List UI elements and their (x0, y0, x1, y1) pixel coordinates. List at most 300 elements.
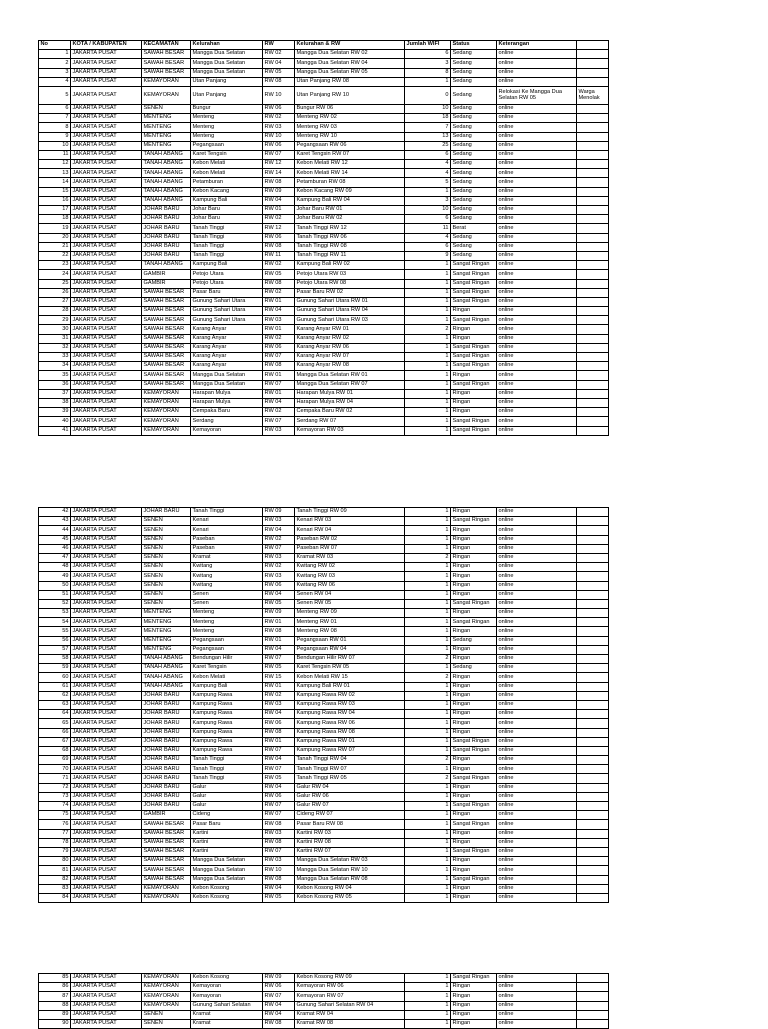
cell-status: Ringan (451, 544, 497, 553)
cell-catatan (577, 206, 609, 215)
cell-jumlah-wifi: 1 (405, 535, 451, 544)
cell-kota: JAKARTA PUSAT (71, 664, 142, 673)
cell-catatan (577, 389, 609, 398)
cell-jumlah-wifi: 1 (405, 737, 451, 746)
cell-jumlah-wifi: 1 (405, 884, 451, 893)
cell-kelurahan: Karang Anyar (191, 353, 263, 362)
cell-no: 35 (39, 371, 71, 380)
cell-kota: JAKARTA PUSAT (71, 691, 142, 700)
cell-kelurahan: Harapan Mulya (191, 389, 263, 398)
cell-status: Ringan (451, 572, 497, 581)
cell-jumlah-wifi: 1 (405, 353, 451, 362)
cell-kelurahan: Menteng (191, 618, 263, 627)
cell-jumlah-wifi: 1 (405, 187, 451, 196)
cell-status: Sedang (451, 664, 497, 673)
cell-rw: RW 04 (263, 783, 295, 792)
cell-keterangan: online (497, 590, 577, 599)
cell-catatan (577, 792, 609, 801)
cell-rw: RW 15 (263, 673, 295, 682)
cell-rw: RW 02 (263, 215, 295, 224)
cell-jumlah-wifi: 9 (405, 251, 451, 260)
cell-rw: RW 04 (263, 590, 295, 599)
cell-kelurahan: Kampung Rawa (191, 746, 263, 755)
cell-kota: JAKARTA PUSAT (71, 609, 142, 618)
cell-jumlah-wifi: 1 (405, 875, 451, 884)
cell-kota: JAKARTA PUSAT (71, 838, 142, 847)
cell-jumlah-wifi: 1 (405, 664, 451, 673)
cell-jumlah-wifi: 1 (405, 526, 451, 535)
cell-catatan (577, 334, 609, 343)
cell-rw: RW 03 (263, 123, 295, 132)
cell-kelurahan: Kampung Bali (191, 682, 263, 691)
cell-kota: JAKARTA PUSAT (71, 535, 142, 544)
table-row (39, 802, 609, 811)
cell-keterangan: online (497, 783, 577, 792)
cell-kota: JAKARTA PUSAT (71, 270, 142, 279)
cell-rw: RW 07 (263, 765, 295, 774)
cell-jumlah-wifi: 1 (405, 838, 451, 847)
cell-status: Ringan (451, 783, 497, 792)
cell-kecamatan: MENTENG (142, 627, 191, 636)
table-row (39, 104, 609, 113)
cell-rw: RW 08 (263, 77, 295, 86)
cell-kota: JAKARTA PUSAT (71, 426, 142, 435)
header-kelurahan: Kelurahan (191, 41, 263, 50)
cell-kelurahan-rw: Cideng RW 07 (295, 811, 405, 820)
cell-kecamatan: JOHAR BARU (142, 700, 191, 709)
cell-kecamatan: MENTENG (142, 609, 191, 618)
table-row (39, 334, 609, 343)
cell-no: 30 (39, 325, 71, 334)
cell-catatan (577, 866, 609, 875)
cell-kecamatan: MENTENG (142, 141, 191, 150)
cell-kelurahan: Mangga Dua Selatan (191, 68, 263, 77)
table-row (39, 544, 609, 553)
table-row (39, 572, 609, 581)
cell-catatan (577, 362, 609, 371)
cell-kelurahan: Mangga Dua Selatan (191, 875, 263, 884)
cell-no: 29 (39, 316, 71, 325)
data-table-page-2 (38, 507, 609, 903)
cell-rw: RW 08 (263, 838, 295, 847)
cell-no: 65 (39, 719, 71, 728)
cell-keterangan: online (497, 104, 577, 113)
cell-rw: RW 14 (263, 169, 295, 178)
header-status: Status (451, 41, 497, 50)
cell-keterangan: online (497, 811, 577, 820)
cell-kecamatan: TANAH ABANG (142, 664, 191, 673)
cell-status: Sedang (451, 251, 497, 260)
cell-no: 20 (39, 233, 71, 242)
cell-kecamatan: MENTENG (142, 618, 191, 627)
cell-no: 72 (39, 783, 71, 792)
cell-keterangan: online (497, 215, 577, 224)
cell-jumlah-wifi: 4 (405, 233, 451, 242)
cell-no: 68 (39, 746, 71, 755)
cell-keterangan: online (497, 526, 577, 535)
table-row (39, 160, 609, 169)
table-row (39, 371, 609, 380)
cell-kota: JAKARTA PUSAT (71, 645, 142, 654)
cell-kelurahan-rw: Kampung Rawa RW 06 (295, 719, 405, 728)
cell-rw: RW 06 (263, 343, 295, 352)
cell-kelurahan: Pegangsaan (191, 141, 263, 150)
cell-rw: RW 03 (263, 572, 295, 581)
cell-kota: JAKARTA PUSAT (71, 590, 142, 599)
cell-kelurahan: Kampung Rawa (191, 691, 263, 700)
table-row (39, 783, 609, 792)
cell-kota: JAKARTA PUSAT (71, 737, 142, 746)
cell-no: 47 (39, 553, 71, 562)
cell-kota: JAKARTA PUSAT (71, 866, 142, 875)
cell-kelurahan: Galur (191, 783, 263, 792)
cell-kota: JAKARTA PUSAT (71, 196, 142, 205)
cell-status: Ringan (451, 756, 497, 765)
cell-rw: RW 07 (263, 746, 295, 755)
cell-kelurahan: Cempaka Baru (191, 408, 263, 417)
cell-keterangan: online (497, 316, 577, 325)
cell-status: Sangat Ringan (451, 362, 497, 371)
cell-status: Ringan (451, 535, 497, 544)
cell-kelurahan-rw: Karang Anyar RW 01 (295, 325, 405, 334)
cell-catatan (577, 682, 609, 691)
cell-kelurahan: Karang Anyar (191, 362, 263, 371)
cell-kelurahan: Karang Anyar (191, 325, 263, 334)
table-row (39, 700, 609, 709)
table-row (39, 362, 609, 371)
cell-kelurahan: Senen (191, 590, 263, 599)
cell-kecamatan: JOHAR BARU (142, 756, 191, 765)
cell-rw: RW 01 (263, 371, 295, 380)
cell-keterangan: online (497, 756, 577, 765)
cell-keterangan: online (497, 187, 577, 196)
table-row (39, 224, 609, 233)
cell-kelurahan: Kwitang (191, 563, 263, 572)
table-row (39, 599, 609, 608)
cell-kelurahan: Utan Panjang (191, 86, 263, 104)
cell-jumlah-wifi: 1 (405, 636, 451, 645)
cell-kecamatan: JOHAR BARU (142, 765, 191, 774)
cell-no: 12 (39, 160, 71, 169)
cell-no: 89 (39, 1010, 71, 1019)
cell-kelurahan-rw: Mangga Dua Selatan RW 02 (295, 50, 405, 59)
cell-kelurahan-rw: Kampung Bali RW 04 (295, 196, 405, 205)
cell-kelurahan: Mangga Dua Selatan (191, 371, 263, 380)
cell-kecamatan: TANAH ABANG (142, 169, 191, 178)
cell-jumlah-wifi: 1 (405, 261, 451, 270)
cell-kelurahan: Menteng (191, 132, 263, 141)
cell-jumlah-wifi: 2 (405, 553, 451, 562)
cell-keterangan: online (497, 719, 577, 728)
cell-kelurahan-rw: Menteng RW 01 (295, 618, 405, 627)
cell-kelurahan-rw: Karet Tengsin RW 07 (295, 150, 405, 159)
cell-kelurahan-rw: Kampung Rawa RW 04 (295, 710, 405, 719)
cell-no: 10 (39, 141, 71, 150)
cell-keterangan: online (497, 728, 577, 737)
cell-kelurahan-rw: Kebon Melati RW 14 (295, 169, 405, 178)
cell-rw: RW 05 (263, 270, 295, 279)
cell-kota: JAKARTA PUSAT (71, 572, 142, 581)
cell-keterangan: online (497, 380, 577, 389)
cell-kelurahan-rw: Karang Anyar RW 07 (295, 353, 405, 362)
cell-no: 40 (39, 417, 71, 426)
cell-kecamatan: MENTENG (142, 114, 191, 123)
cell-kecamatan: SAWAH BESAR (142, 829, 191, 838)
cell-catatan (577, 875, 609, 884)
cell-rw: RW 07 (263, 802, 295, 811)
cell-rw: RW 02 (263, 535, 295, 544)
cell-keterangan: online (497, 517, 577, 526)
cell-status: Sedang (451, 132, 497, 141)
cell-kelurahan: Kartini (191, 847, 263, 856)
cell-rw: RW 07 (263, 655, 295, 664)
cell-kota: JAKARTA PUSAT (71, 682, 142, 691)
cell-no: 46 (39, 544, 71, 553)
cell-kota: JAKARTA PUSAT (71, 362, 142, 371)
table-row (39, 169, 609, 178)
cell-catatan (577, 857, 609, 866)
cell-kelurahan-rw: Mangga Dua Selatan RW 01 (295, 371, 405, 380)
cell-catatan (577, 1001, 609, 1010)
cell-kecamatan: SAWAH BESAR (142, 820, 191, 829)
table-row (39, 251, 609, 260)
cell-jumlah-wifi: 1 (405, 426, 451, 435)
cell-kota: JAKARTA PUSAT (71, 417, 142, 426)
cell-kelurahan: Kampung Rawa (191, 737, 263, 746)
cell-keterangan: online (497, 307, 577, 316)
cell-jumlah-wifi: 6 (405, 50, 451, 59)
cell-kelurahan-rw: Serdang RW 07 (295, 417, 405, 426)
cell-kelurahan: Tanah Tinggi (191, 251, 263, 260)
cell-kecamatan: GAMBIR (142, 279, 191, 288)
cell-keterangan: online (497, 627, 577, 636)
cell-rw: RW 09 (263, 609, 295, 618)
cell-kota: JAKARTA PUSAT (71, 553, 142, 562)
table-row (39, 141, 609, 150)
cell-no: 77 (39, 829, 71, 838)
cell-jumlah-wifi: 1 (405, 408, 451, 417)
cell-kelurahan-rw: Karet Tengsin RW 05 (295, 664, 405, 673)
cell-kota: JAKARTA PUSAT (71, 1001, 142, 1010)
cell-catatan (577, 353, 609, 362)
cell-kelurahan: Kebon Melati (191, 160, 263, 169)
cell-kelurahan: Kemayoran (191, 426, 263, 435)
cell-status: Ringan (451, 765, 497, 774)
cell-jumlah-wifi: 5 (405, 178, 451, 187)
cell-rw: RW 04 (263, 1010, 295, 1019)
cell-catatan (577, 50, 609, 59)
cell-rw: RW 01 (263, 297, 295, 306)
cell-status: Ringan (451, 389, 497, 398)
cell-keterangan: online (497, 371, 577, 380)
cell-kelurahan: Kampung Rawa (191, 719, 263, 728)
cell-status: Sangat Ringan (451, 270, 497, 279)
cell-rw: RW 04 (263, 307, 295, 316)
cell-jumlah-wifi: 18 (405, 114, 451, 123)
cell-kelurahan: Pegangsaan (191, 645, 263, 654)
table-row (39, 655, 609, 664)
cell-rw: RW 02 (263, 691, 295, 700)
cell-keterangan: online (497, 645, 577, 654)
cell-jumlah-wifi: 6 (405, 150, 451, 159)
cell-kecamatan: TANAH ABANG (142, 160, 191, 169)
cell-kecamatan: JOHAR BARU (142, 792, 191, 801)
cell-kelurahan: Menteng (191, 123, 263, 132)
cell-kota: JAKARTA PUSAT (71, 719, 142, 728)
cell-keterangan: online (497, 150, 577, 159)
cell-kecamatan: SENEN (142, 104, 191, 113)
cell-kecamatan: SENEN (142, 1019, 191, 1028)
cell-rw: RW 02 (263, 563, 295, 572)
cell-no: 90 (39, 1019, 71, 1028)
cell-catatan (577, 160, 609, 169)
cell-keterangan: online (497, 343, 577, 352)
cell-no: 41 (39, 426, 71, 435)
cell-kelurahan-rw: Utan Panjang RW 10 (295, 86, 405, 104)
cell-no: 14 (39, 178, 71, 187)
cell-kelurahan: Kwitang (191, 581, 263, 590)
cell-keterangan: online (497, 178, 577, 187)
cell-jumlah-wifi: 1 (405, 609, 451, 618)
cell-kecamatan: JOHAR BARU (142, 746, 191, 755)
cell-kelurahan: Mangga Dua Selatan (191, 866, 263, 875)
cell-kelurahan: Karet Tengsin (191, 664, 263, 673)
cell-kelurahan-rw: Pegangsaan RW 04 (295, 645, 405, 654)
cell-no: 49 (39, 572, 71, 581)
cell-kelurahan-rw: Kramat RW 08 (295, 1019, 405, 1028)
cell-no: 66 (39, 728, 71, 737)
cell-kota: JAKARTA PUSAT (71, 334, 142, 343)
cell-kecamatan: JOHAR BARU (142, 224, 191, 233)
cell-kelurahan: Gunung Sahari Selatan (191, 1001, 263, 1010)
cell-jumlah-wifi: 1 (405, 417, 451, 426)
cell-status: Sangat Ringan (451, 417, 497, 426)
cell-kelurahan: Gunung Sahari Utara (191, 307, 263, 316)
cell-kelurahan: Kramat (191, 1010, 263, 1019)
cell-keterangan: online (497, 974, 577, 983)
cell-keterangan: online (497, 196, 577, 205)
cell-jumlah-wifi: 1 (405, 802, 451, 811)
cell-jumlah-wifi: 1 (405, 288, 451, 297)
cell-rw: RW 10 (263, 132, 295, 141)
cell-kota: JAKARTA PUSAT (71, 820, 142, 829)
cell-kelurahan-rw: Paseban RW 07 (295, 544, 405, 553)
cell-no: 83 (39, 884, 71, 893)
cell-kelurahan-rw: Gunung Sahari Utara RW 03 (295, 316, 405, 325)
cell-keterangan: online (497, 710, 577, 719)
cell-status: Sedang (451, 215, 497, 224)
header-kota: KOTA / KABUPATEN (71, 41, 142, 50)
cell-jumlah-wifi: 1 (405, 599, 451, 608)
cell-kelurahan: Kramat (191, 553, 263, 562)
cell-kota: JAKARTA PUSAT (71, 389, 142, 398)
cell-kota: JAKARTA PUSAT (71, 599, 142, 608)
cell-no: 6 (39, 104, 71, 113)
cell-catatan (577, 820, 609, 829)
cell-kelurahan-rw: Menteng RW 09 (295, 609, 405, 618)
cell-no: 48 (39, 563, 71, 572)
table-row (39, 132, 609, 141)
cell-kota: JAKARTA PUSAT (71, 187, 142, 196)
cell-status: Ringan (451, 811, 497, 820)
cell-rw: RW 07 (263, 847, 295, 856)
cell-keterangan: online (497, 691, 577, 700)
cell-kota: JAKARTA PUSAT (71, 59, 142, 68)
cell-kecamatan: KEMAYORAN (142, 893, 191, 902)
cell-kota: JAKARTA PUSAT (71, 746, 142, 755)
cell-kelurahan-rw: Kemayoran RW 07 (295, 992, 405, 1001)
cell-rw: RW 04 (263, 756, 295, 765)
cell-kota: JAKARTA PUSAT (71, 215, 142, 224)
cell-kecamatan: TANAH ABANG (142, 178, 191, 187)
cell-no: 33 (39, 353, 71, 362)
cell-rw: RW 01 (263, 206, 295, 215)
cell-rw: RW 01 (263, 682, 295, 691)
cell-status: Ringan (451, 325, 497, 334)
cell-status: Sedang (451, 187, 497, 196)
cell-jumlah-wifi: 1 (405, 398, 451, 407)
cell-jumlah-wifi: 1 (405, 728, 451, 737)
cell-catatan (577, 526, 609, 535)
cell-catatan (577, 691, 609, 700)
cell-kelurahan: Galur (191, 792, 263, 801)
cell-kelurahan-rw: Kenari RW 04 (295, 526, 405, 535)
cell-rw: RW 07 (263, 353, 295, 362)
cell-no: 18 (39, 215, 71, 224)
cell-no: 88 (39, 1001, 71, 1010)
cell-no: 50 (39, 581, 71, 590)
table-row (39, 691, 609, 700)
table-row (39, 710, 609, 719)
cell-jumlah-wifi: 2 (405, 673, 451, 682)
cell-kelurahan: Cideng (191, 811, 263, 820)
cell-status: Sangat Ringan (451, 875, 497, 884)
cell-kelurahan: Kebon Melati (191, 673, 263, 682)
cell-rw: RW 07 (263, 417, 295, 426)
cell-kelurahan-rw: Galur RW 07 (295, 802, 405, 811)
cell-jumlah-wifi: 3 (405, 196, 451, 205)
cell-status: Ringan (451, 563, 497, 572)
cell-kelurahan-rw: Tanah Tinggi RW 11 (295, 251, 405, 260)
cell-catatan (577, 398, 609, 407)
cell-status: Sedang (451, 114, 497, 123)
cell-keterangan: online (497, 206, 577, 215)
cell-kecamatan: MENTENG (142, 645, 191, 654)
cell-kelurahan-rw: Kampung Bali RW 02 (295, 261, 405, 270)
cell-rw: RW 06 (263, 141, 295, 150)
cell-kota: JAKARTA PUSAT (71, 673, 142, 682)
cell-keterangan: online (497, 270, 577, 279)
cell-catatan (577, 132, 609, 141)
table-row (39, 792, 609, 801)
cell-kelurahan: Kemayoran (191, 983, 263, 992)
cell-kota: JAKARTA PUSAT (71, 288, 142, 297)
cell-kelurahan: Kartini (191, 838, 263, 847)
cell-kelurahan: Pasar Baru (191, 820, 263, 829)
cell-kota: JAKARTA PUSAT (71, 774, 142, 783)
cell-rw: RW 02 (263, 288, 295, 297)
cell-rw: RW 05 (263, 599, 295, 608)
cell-catatan (577, 974, 609, 983)
cell-catatan (577, 417, 609, 426)
table-row (39, 673, 609, 682)
cell-kota: JAKARTA PUSAT (71, 371, 142, 380)
table-row (39, 847, 609, 856)
cell-kelurahan-rw: Senen RW 04 (295, 590, 405, 599)
cell-catatan (577, 590, 609, 599)
table-row (39, 417, 609, 426)
cell-kota: JAKARTA PUSAT (71, 829, 142, 838)
